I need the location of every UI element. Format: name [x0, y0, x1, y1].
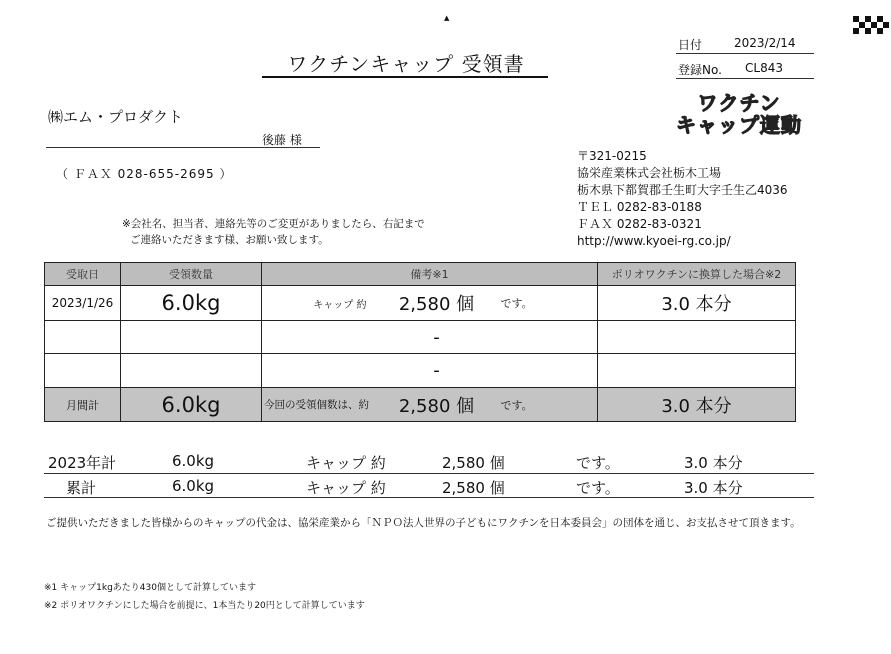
header-date: 受取日 — [45, 263, 121, 286]
date-label: 日付 — [678, 38, 703, 52]
reg-label: 登録No. — [678, 63, 722, 77]
row-count: - — [385, 321, 489, 354]
row-count: 2,580 個 — [398, 294, 475, 315]
total-count: 2,580 個 — [385, 388, 489, 422]
row-conversion: 3.0 本分 — [598, 286, 796, 321]
recipient-underline — [46, 147, 320, 148]
vaccine-cap-campaign-logo: ワクチン キャップ運動 — [676, 91, 802, 137]
sender-tel: ＴＥＬ 0282-83-0188 — [577, 200, 702, 214]
recipient-company: ㈱エム・プロダクト — [48, 108, 184, 126]
row-quantity — [121, 354, 262, 388]
date-underline — [676, 53, 814, 54]
row-prefix — [262, 321, 385, 354]
summary-conversion: 3.0 本分 — [684, 454, 743, 472]
header-remarks: 備考※1 — [262, 263, 598, 286]
table-header-row — [45, 263, 796, 286]
footnote-2: ※2 ポリオワクチンにした場合を前提に、1本当たり20円として計算しています — [44, 601, 365, 611]
total-quantity: 6.0kg — [121, 388, 262, 422]
change-notice-line2: ご連絡いただきます様、お願い致します。 — [130, 234, 329, 246]
sender-zip: 〒321-0215 — [577, 149, 647, 163]
row-conversion — [598, 321, 796, 354]
table-row — [45, 354, 796, 388]
total-suffix: です。 — [489, 388, 598, 422]
summary-divider — [44, 473, 814, 474]
title-underline — [262, 76, 548, 78]
total-label: 月間計 — [45, 388, 121, 422]
row-suffix — [489, 354, 598, 388]
sender-fax: ＦＡＸ 0282-83-0321 — [577, 217, 702, 231]
total-conversion: 3.0 本分 — [598, 388, 796, 422]
monthly-total-row — [45, 388, 796, 422]
header-conversion: ポリオワクチンに換算した場合※2 — [598, 263, 796, 286]
summary-conversion: 3.0 本分 — [684, 479, 743, 497]
summary-prefix: キャップ 約 — [306, 454, 386, 472]
summary-label: 2023年計 — [48, 454, 117, 472]
summary-quantity: 6.0kg — [172, 477, 215, 495]
row-date: 2023/1/26 — [45, 286, 121, 321]
reg-underline — [676, 78, 814, 79]
summary-prefix: キャップ 約 — [306, 479, 386, 497]
payment-notice: ご提供いただきました皆様からのキャップの代金は、協栄産業から「ＮＰＯ法人世界の子どもにワクチンを日本委員会」の団体を通じ、お支払させて頂きます。 — [46, 517, 801, 529]
summary-quantity: 6.0kg — [172, 452, 215, 470]
sender-address: 栃木県下都賀郡壬生町大字壬生乙4036 — [577, 183, 788, 197]
table-row — [45, 286, 796, 321]
row-prefix — [262, 354, 385, 388]
summary-count: 2,580 個 — [442, 479, 505, 497]
sender-url[interactable]: http://www.kyoei-rg.co.jp/ — [577, 234, 731, 248]
row-date — [45, 321, 121, 354]
sender-name: 協栄産業株式会社栃木工場 — [577, 166, 722, 180]
change-notice-line1: ※会社名、担当者、連絡先等のご変更がありましたら、右記まで — [122, 218, 425, 230]
footnote-1: ※1 キャップ1kgあたり430個として計算しています — [44, 583, 256, 593]
row-suffix: です。 — [489, 286, 598, 321]
table-row — [45, 321, 796, 354]
row-suffix — [489, 321, 598, 354]
summary-bottom-line — [44, 497, 814, 498]
summary-count: 2,580 個 — [442, 454, 505, 472]
total-prefix: 今回の受領個数は、約 — [262, 388, 385, 422]
summary-label: 累計 — [66, 479, 97, 497]
row-quantity — [121, 321, 262, 354]
header-quantity: 受領数量 — [121, 263, 262, 286]
reg-value: CL843 — [745, 61, 783, 75]
sender-block — [577, 148, 788, 250]
recipient-fax: （ ＦＡＸ 028-655-2695 ） — [56, 167, 233, 181]
row-quantity: 6.0kg — [121, 286, 262, 321]
document-title: ワクチンキャップ 受領書 — [287, 52, 525, 76]
recipient-person: 後藤 様 — [262, 133, 302, 147]
checker-corner-icon — [853, 16, 889, 34]
summary-suffix: です。 — [576, 454, 620, 472]
triangle-mark-icon: ▲ — [444, 14, 450, 22]
row-count: - — [385, 354, 489, 388]
date-value: 2023/2/14 — [734, 36, 796, 50]
receipt-table — [44, 262, 796, 422]
row-conversion — [598, 354, 796, 388]
summary-suffix: です。 — [576, 479, 620, 497]
row-prefix: キャップ 約 — [262, 286, 385, 321]
row-date — [45, 354, 121, 388]
